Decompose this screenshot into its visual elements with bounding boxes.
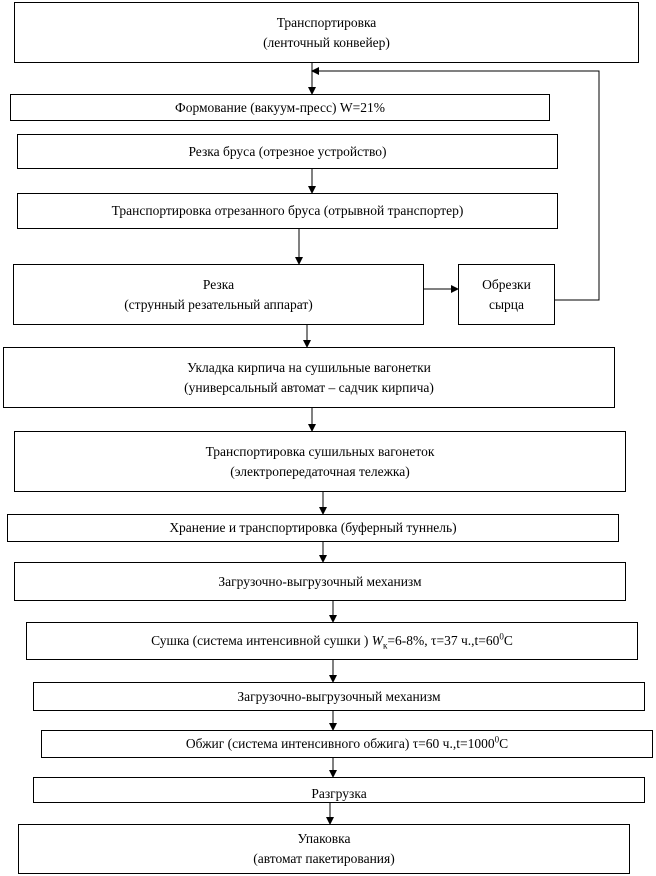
step-trimmings-subtitle: сырца	[488, 296, 525, 312]
step-forming	[10, 94, 550, 121]
drying-prefix: Сушка (система интенсивной сушки )	[151, 633, 369, 648]
drying-unit: С	[503, 633, 513, 648]
firing-prefix: Обжиг (система интенсивного обжига) τ=60 ч.,t=1000	[185, 736, 495, 751]
step-packing-subtitle: (автомат пакетирования)	[253, 851, 395, 866]
step-string-cutting-title: Резка	[202, 276, 235, 292]
step-transport-conveyor	[14, 2, 639, 63]
step-packing-title: Упаковка	[297, 831, 351, 846]
step-bar-cutting-title: Резка бруса (отрезное устройство)	[188, 143, 387, 159]
step-stacking	[3, 347, 615, 408]
step-trimmings	[458, 264, 555, 325]
step-cart-transport	[14, 431, 626, 492]
step-stacking-title: Укладка кирпича на сушильные вагонетки	[187, 359, 431, 375]
step-loading-2-title: Загрузочно-выгрузочный механизм	[237, 688, 441, 704]
step-firing-title	[186, 734, 508, 754]
step-string-cutting	[13, 264, 424, 325]
step-storage	[7, 514, 619, 542]
step-transport-conveyor-subtitle: (ленточный конвейер)	[263, 34, 390, 50]
drying-values: =6-8%, τ=37 ч.,t=60	[387, 633, 500, 648]
step-storage-title: Хранение и транспортировка (буферный туннель)	[169, 520, 457, 535]
drying-moisture-symbol: W	[371, 633, 384, 648]
firing-unit: С	[499, 736, 509, 751]
step-loading-2	[33, 682, 645, 711]
firing-degree: 0	[494, 734, 500, 745]
drying-degree: 0	[499, 631, 504, 642]
step-bar-cutting	[17, 134, 558, 169]
step-drying	[26, 622, 638, 660]
step-unloading	[33, 777, 645, 803]
step-trimmings-title: Обрезки	[482, 276, 531, 292]
step-stacking-subtitle: (универсальный автомат – садчик кирпича)	[184, 379, 434, 395]
drying-moisture-subscript: к	[383, 640, 388, 651]
step-loading-1	[14, 562, 626, 601]
step-bar-transport	[17, 193, 558, 229]
step-cart-transport-title: Транспортировка сушильных вагонеток	[205, 443, 435, 459]
step-cart-transport-subtitle: (электропередаточная тележка)	[230, 463, 410, 479]
step-packing	[18, 824, 630, 874]
step-unloading-title: Разгрузка	[311, 786, 367, 801]
step-drying-title	[151, 631, 513, 651]
step-string-cutting-subtitle: (струнный резательный аппарат)	[124, 296, 313, 312]
step-firing	[41, 730, 653, 758]
step-loading-1-title: Загрузочно-выгрузочный механизм	[218, 573, 422, 589]
step-bar-transport-title: Транспортировка отрезанного бруса (отрывной транспортер)	[111, 203, 464, 218]
step-forming-title: Формование (вакуум-пресс) W=21%	[175, 99, 385, 115]
step-transport-conveyor-title: Транспортировка	[276, 14, 377, 30]
